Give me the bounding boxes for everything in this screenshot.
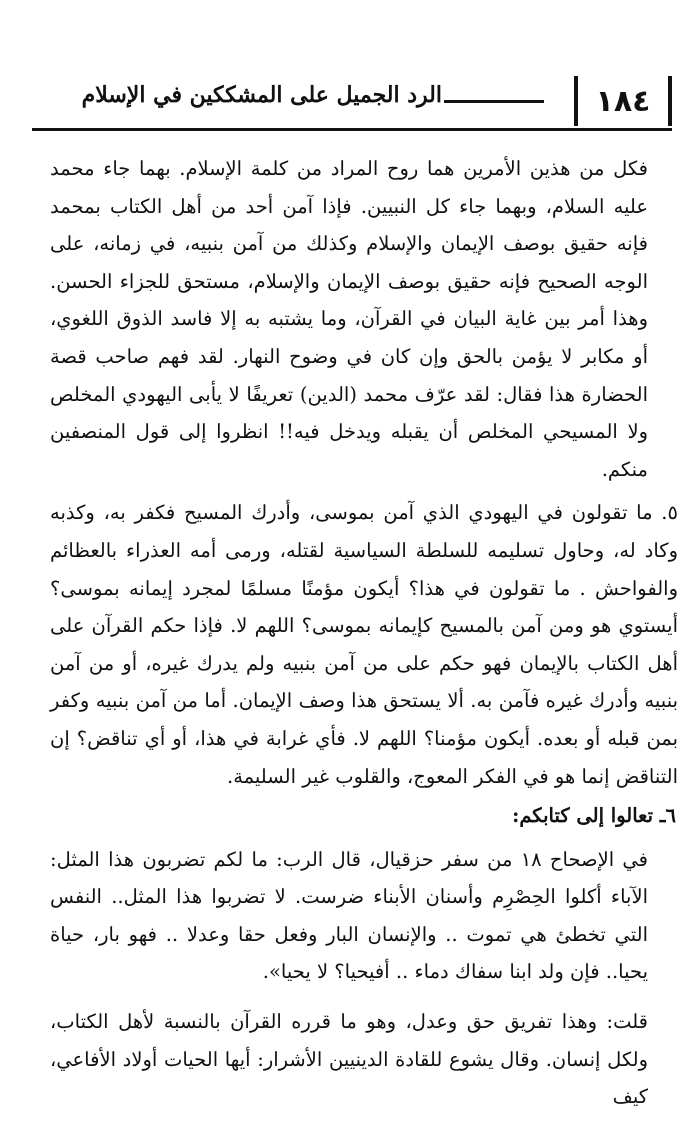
paragraph-1: فكل من هذين الأمرين هما روح المراد من كلمة الإسلام. بهما جاء محمد عليه السلام، وبهما جاء كل النبيين. فإذا آمن أحد من أهل الكتاب بمحمد فإنه حقيق بوصف الإيمان والإسلام وكذلك من آمن بنبيه، في زمانه، على الوجه الصحيح فإنه حقيق بوصف الإيمان والإسلام، مستحق للجزاء الحسن. وهذا أمر بين غاية البيان في القرآن، وما يشتبه به إلا فاسد الذوق اللغوي، أو مكابر لا يؤمن بالحق وإن كان في وضوح النهار. لقد فهم صاحب قصة الحضارة هذا فقال: لقد عرّف محمد (الدين) تعريفًا لا يأبى اليهودي المخلص ولا المسيحي المخلص أن يقبله ويدخل فيه!! انظروا إلى قول المنصفين منكم. xyxy=(50,157,648,481)
header-rule xyxy=(32,128,672,131)
page-header xyxy=(32,76,672,132)
paragraph-quote: في الإصحاح ١٨ من سفر حزقيال، قال الرب: ما لكم تضربون هذا المثل: الآباء أكلوا الحِصْرِم وأسنان الأبناء ضرست. لا تضربوا هذا المثل.. النفس التي تخطئ هي تموت .. والإنسان البار وفعل حقا وعدلا .. فهو بار، حياة يحيا.. فإن ولد ابنا سفاك دماء .. أفيحيا؟ لا يحيا». xyxy=(50,847,648,984)
paragraph-comment: قلت: وهذا تفريق حق وعدل، وهو ما قرره القرآن بالنسبة لأهل الكتاب، ولكل إنسان. وقال يشوع للقادة الدينيين الأشرار: أيها الحيات أولاد الأفاعي، كيف xyxy=(50,1010,648,1109)
header-decorative-line xyxy=(444,100,544,103)
running-title: الرد الجميل على المشككين في الإسلام xyxy=(81,82,442,108)
paragraph-item-5: ٥. ما تقولون في اليهودي الذي آمن بموسى، وأدرك المسيح فكفر به، وكذبه وكاد له، وحاول تسليمه للسلطة السياسية لقتله، ورمى أمه العذراء بالعظائم والفواحش . ما تقولون في هذا؟ أيكون مؤمنًا مسلمًا لمجرد إيمانه بموسى؟ أيستوي هو ومن آمن بالمسيح كإيمانه بموسى؟ اللهم لا. فإذا حكم القرآن على أهل الكتاب بالإيمان فهو حكم على من آمن بنبيه ولم يدرك غيره، أو من آمن بنبيه وأدرك غيره فآمن به. ألا يستحق هذا وصف الإيمان. أما من آمن بنبيه وكفر بمن قبله أو بعده. أيكون مؤمنا؟ اللهم لا. فأي غرابة في هذا، أو أي تناقض؟ إن التناقض إنما هو في الفكر المعوج، والقلوب غير السليمة. xyxy=(50,501,678,788)
page-number: ١٨٤ xyxy=(574,76,672,126)
section-heading: ٦ـ تعالوا إلى كتابكم: xyxy=(512,804,676,828)
page-body xyxy=(50,150,678,1116)
